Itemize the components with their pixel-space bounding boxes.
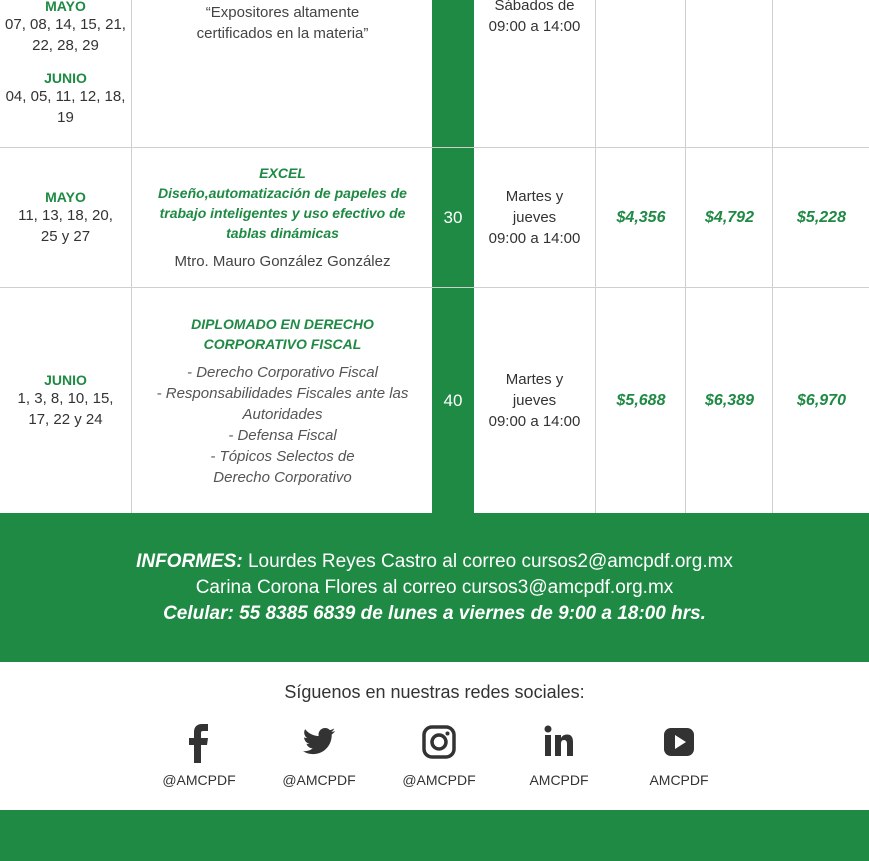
facebook-link[interactable] [139,722,259,788]
social-handle: @AMCPDF [402,772,476,788]
topic-line: - Defensa Fiscal [228,426,337,444]
social-handle: @AMCPDF [162,772,236,788]
schedule-line: Martes y [505,188,564,205]
schedule-cell [474,0,596,147]
table-row [0,148,869,287]
topic-line: Derecho Corporativo [213,468,352,486]
social-handle: AMCPDF [529,772,589,788]
price-cell [597,148,686,287]
schedule-line: jueves [512,392,557,409]
twitter-link[interactable] [259,722,379,788]
schedule-line: 09:00 a 14:00 [488,230,581,247]
price-cell [774,0,869,147]
course-title-line: DIPLOMADO EN DERECHO [191,315,374,332]
hours-cell [432,288,474,513]
topic-line: - Responsabilidades Fiscales ante las [156,384,409,402]
days-line: 25 y 27 [40,227,91,245]
schedule-line: jueves [512,209,557,226]
month-label: JUNIO [44,371,87,388]
price-value: $5,688 [616,391,666,409]
instagram-link[interactable] [379,722,499,788]
date-cell [0,0,132,147]
linkedin-icon [541,722,577,764]
course-title-line: CORPORATIVO FISCAL [203,335,362,352]
instagram-icon [421,722,457,764]
schedule-cell [474,148,596,287]
course-title-line: trabajo inteligentes y uso efectivo de [159,205,406,221]
instructor-name: Mtro. Mauro González González [174,253,391,270]
facebook-icon [181,722,217,764]
schedule-line: 09:00 a 14:00 [488,413,581,430]
price-value: $5,228 [797,208,846,226]
social-section [0,662,869,810]
table-row [0,288,869,513]
youtube-link[interactable] [619,722,739,788]
schedule-line: 09:00 a 14:00 [488,18,581,35]
hours-value: 40 [443,390,463,410]
price-cell [774,148,869,287]
month-label: MAYO [45,188,86,205]
price-value: $4,792 [705,208,754,226]
youtube-icon [661,722,697,764]
course-cell [133,148,432,287]
course-cell [133,288,432,513]
month-label: MAYO [45,0,86,14]
contact-carina: Carina Corona Flores al correo cursos3@amcpdf.org.mx [195,576,674,598]
topic-line: - Derecho Corporativo Fiscal [187,363,378,381]
twitter-icon [301,722,337,764]
price-cell [687,0,773,147]
phone-hours: Celular: 55 8385 6839 de lunes a viernes de 9:00 a 18:00 hrs. [163,602,706,624]
info-label: INFORMES: [136,550,243,572]
hours-value: 30 [443,207,463,227]
contact-info-banner [0,513,869,662]
course-title-line: EXCEL [259,165,306,181]
hours-cell [432,148,474,287]
month-label: JUNIO [44,70,87,86]
days-line: 17, 22 y 24 [28,410,103,428]
schedule-line: Martes y [505,371,564,388]
social-handle: AMCPDF [649,772,709,788]
schedule-cell [474,288,596,513]
price-value: $6,970 [797,391,846,409]
course-quote-line: “Expositores altamente [205,4,360,21]
price-value: $4,356 [616,208,666,226]
table-row [0,0,869,147]
days-line: 1, 3, 8, 10, 15, [17,389,114,407]
social-handle: @AMCPDF [282,772,356,788]
footer-bar [0,810,869,861]
contact-phone [163,601,706,627]
days-line: 11, 13, 18, 20, [18,206,113,224]
days-line: 04, 05, 11, 12, 18, 19 [5,88,126,126]
price-cell [597,288,686,513]
linkedin-link[interactable] [499,722,619,788]
contact-line-1 [136,549,733,575]
price-cell [597,0,686,147]
price-value: $6,389 [705,391,754,409]
date-cell [0,148,132,287]
schedule-line: Sábados de [494,0,575,14]
topic-line: Autoridades [242,405,323,423]
price-cell [687,288,773,513]
social-title: Síguenos en nuestras redes sociales: [284,682,585,702]
price-cell [687,148,773,287]
days-line: 07, 08, 14, 15, 21, [5,16,126,33]
course-cell [133,0,432,147]
course-quote-line: certificados en la materia” [196,25,369,42]
contact-lourdes: Lourdes Reyes Castro al correo cursos2@amcpdf.org.mx [242,550,733,572]
topic-line: - Tópicos Selectos de [210,447,355,465]
course-title-line: Diseño,automatización de papeles de [158,185,407,201]
date-cell [0,288,132,513]
days-line: 22, 28, 29 [32,37,99,54]
price-cell [774,288,869,513]
course-title-line: tablas dinámicas [226,225,339,241]
